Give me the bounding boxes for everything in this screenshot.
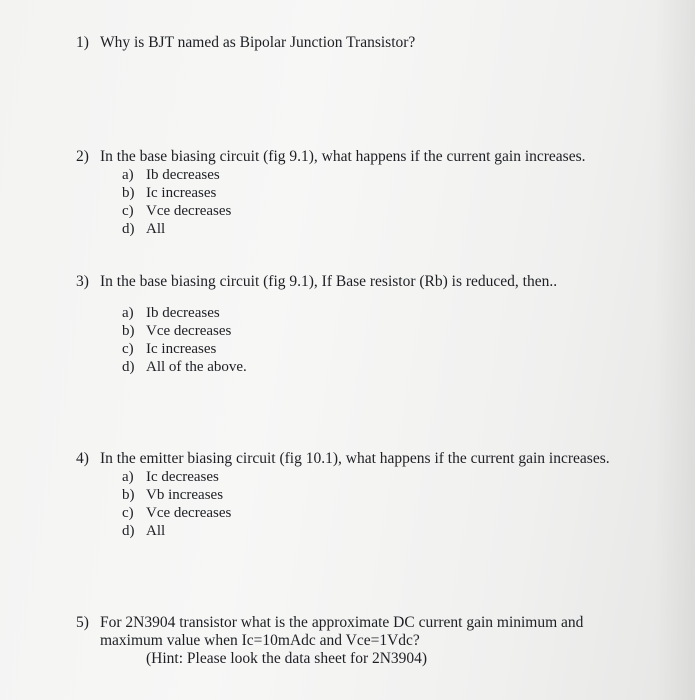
option-item: [76, 202, 586, 220]
option-text: Vb increases: [146, 487, 224, 503]
question-number: 1): [76, 34, 89, 51]
option-item: [76, 486, 610, 504]
option-letter: c): [122, 203, 134, 219]
question-4-line: [76, 450, 610, 468]
option-letter: d): [122, 359, 135, 375]
page-shadow: [655, 0, 695, 700]
option-item: [76, 166, 586, 184]
option-letter: b): [122, 323, 135, 339]
question-text: In the base biasing circuit (fig 9.1), If Base resistor (Rb) is reduced, then..: [100, 273, 558, 290]
option-text: Ic increases: [146, 185, 217, 201]
option-item: [76, 304, 557, 322]
option-item: [76, 322, 557, 340]
question-2-line: [76, 148, 586, 166]
question-number: 5): [76, 614, 89, 631]
option-item: [76, 220, 586, 238]
question-2: [76, 148, 586, 238]
question-number: 4): [76, 450, 89, 467]
question-text: In the base biasing circuit (fig 9.1), what happens if the current gain increases.: [100, 148, 586, 165]
option-text: Ib decreases: [146, 305, 220, 321]
option-letter: b): [122, 487, 135, 503]
option-text: Vce decreases: [146, 323, 232, 339]
option-letter: d): [122, 221, 135, 237]
question-1-line: [76, 34, 415, 52]
option-item: [76, 522, 610, 540]
option-text: Ib decreases: [146, 167, 220, 183]
question-text: Why is BJT named as Bipolar Junction Transistor?: [100, 34, 416, 51]
question-text: In the emitter biasing circuit (fig 10.1), what happens if the current gain increases.: [100, 450, 610, 467]
option-letter: a): [122, 469, 134, 485]
option-item: [76, 184, 586, 202]
question-text-line-2: maximum value when Ic=10mAdc and Vce=1Vdc?: [100, 632, 420, 649]
option-letter: c): [122, 505, 134, 521]
option-text: Vce decreases: [146, 505, 232, 521]
question-5-line-1: [76, 614, 583, 632]
option-text: All: [146, 523, 166, 539]
option-text: All of the above.: [146, 359, 247, 375]
option-letter: a): [122, 305, 134, 321]
option-letter: a): [122, 167, 134, 183]
option-text: Vce decreases: [146, 203, 232, 219]
option-item: [76, 358, 557, 376]
option-text: Ic increases: [146, 341, 217, 357]
option-item: [76, 504, 610, 522]
question-5: [76, 614, 583, 668]
option-text: All: [146, 221, 166, 237]
question-number: 3): [76, 273, 89, 290]
question-number: 2): [76, 148, 89, 165]
question-text-line-1: For 2N3904 transistor what is the approximate DC current gain minimum and: [100, 614, 584, 631]
option-letter: b): [122, 185, 135, 201]
question-4: [76, 450, 610, 540]
question-3-line: [76, 273, 557, 291]
option-text: Ic decreases: [146, 469, 219, 485]
question-3: [76, 273, 557, 376]
option-letter: d): [122, 523, 135, 539]
option-letter: c): [122, 341, 134, 357]
option-item: [76, 340, 557, 358]
question-1: [76, 34, 415, 52]
option-item: [76, 468, 610, 486]
question-hint: (Hint: Please look the data sheet for 2N3904): [146, 650, 428, 667]
